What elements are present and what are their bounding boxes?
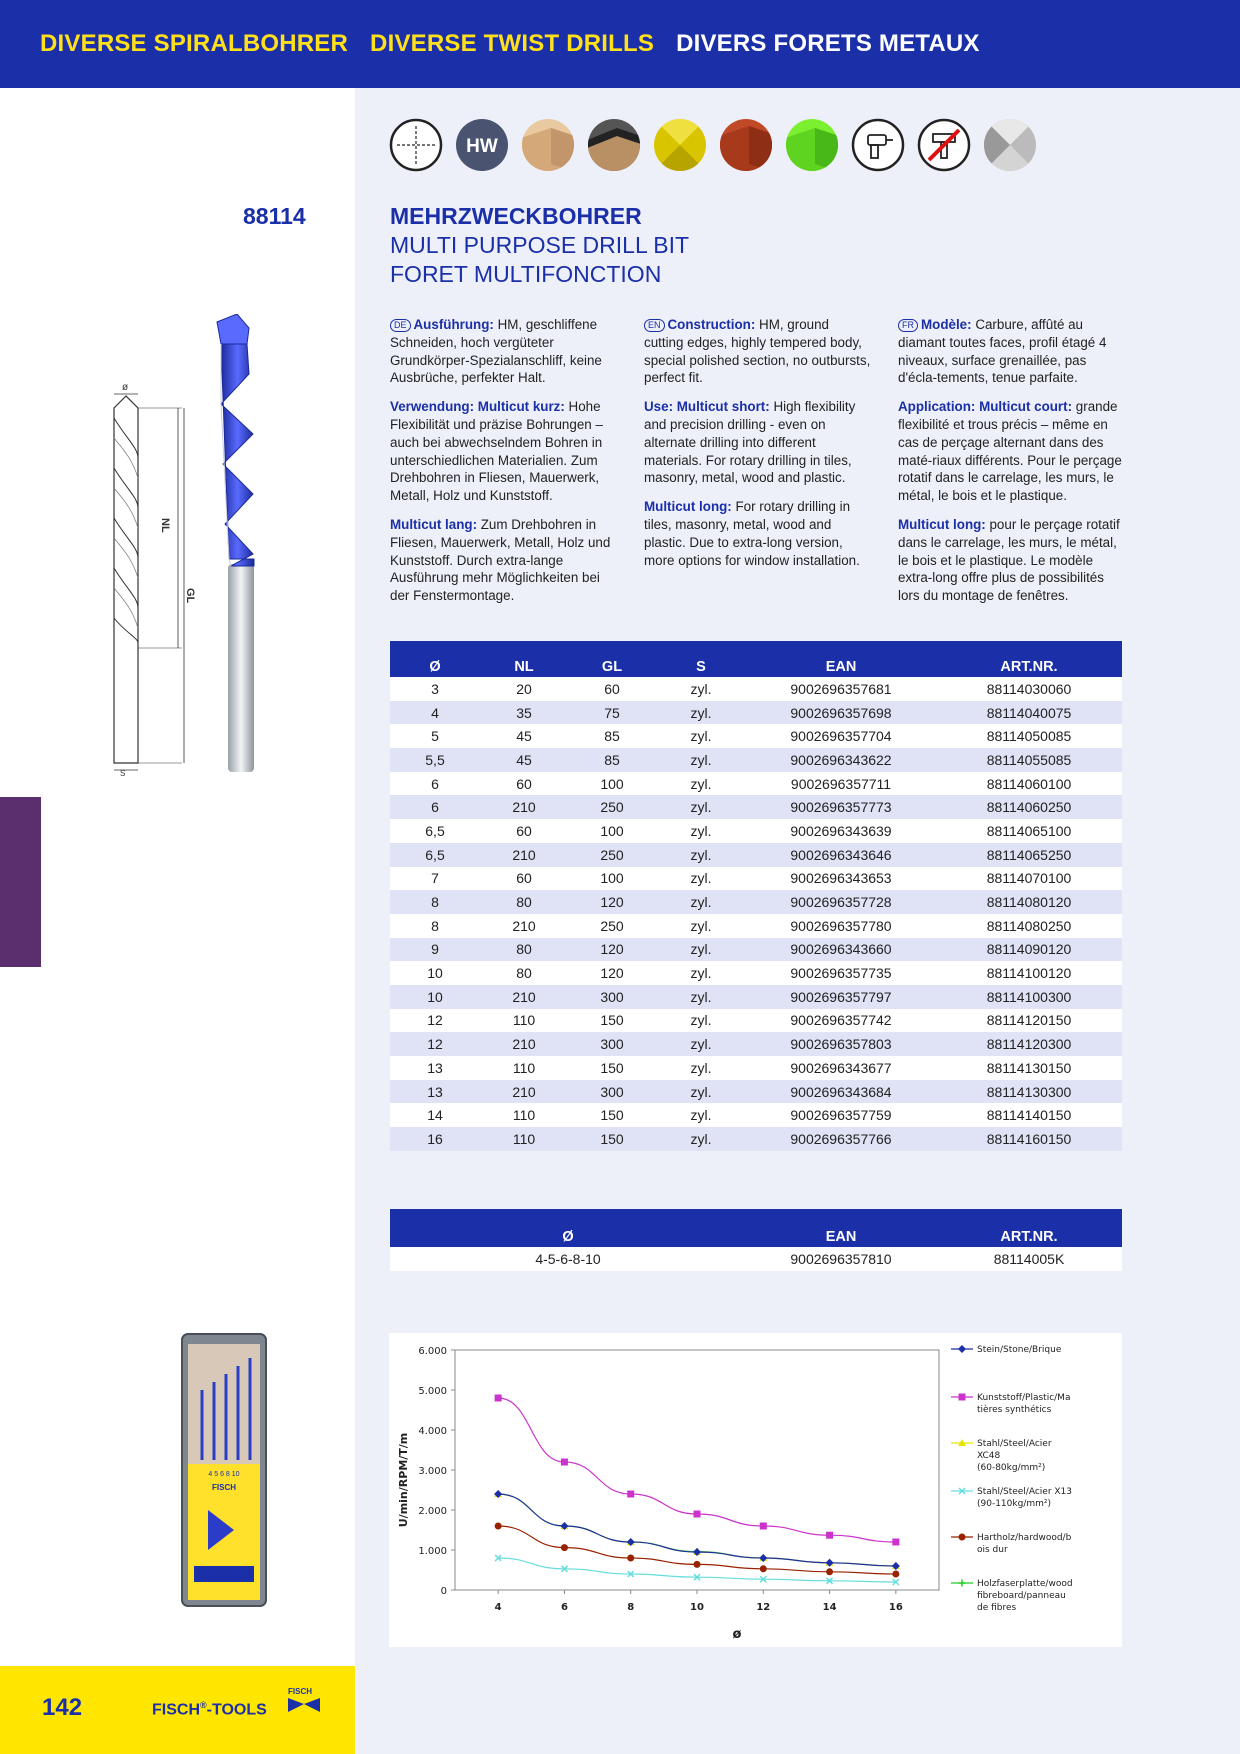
lang-badge-fr: FR [898, 319, 918, 332]
table-row [390, 843, 1122, 867]
cell-artnr: 88114065250 [936, 843, 1122, 867]
desc-en-p3-label: Multicut long: [644, 499, 732, 515]
cell-diameter: 5,5 [390, 748, 480, 772]
y-tick-label: 4.000 [418, 1426, 447, 1437]
desc-de-p3-text: Zum Drehbohren in Fliesen, Mauerwerk, Metall, Holz und Kunststoff. Durch extra-lange Ausführung mehr Möglichkeiten bei der Fenstermontage. [390, 516, 611, 604]
cell-s: zyl. [656, 701, 746, 725]
cell-s: zyl. [656, 938, 746, 962]
col-header-ean: EAN [746, 641, 936, 677]
cell-diameter: 6 [390, 795, 480, 819]
drawing-dia-label: ø [122, 382, 129, 393]
cell-diameter: 10 [390, 985, 480, 1009]
brand-name-suffix: -TOOLS [206, 1701, 267, 1719]
series-line [498, 1398, 896, 1542]
drawing-s-label: S [120, 769, 126, 778]
cell-artnr: 88114130300 [936, 1080, 1122, 1104]
set-sizes-text: 4 5 6 8 10 [208, 1471, 240, 1478]
cell-artnr: 88114130150 [936, 1056, 1122, 1080]
x-tick-label: 14 [822, 1602, 837, 1613]
cell-artnr: 88114160150 [936, 1127, 1122, 1151]
table-row [390, 819, 1122, 843]
cell-nl: 45 [480, 724, 568, 748]
table-row [390, 724, 1122, 748]
cell-gl: 120 [568, 961, 656, 985]
table-row [390, 985, 1122, 1009]
data-point [892, 1539, 899, 1546]
data-point [561, 1459, 568, 1466]
desc-fr-p3-label: Multicut long: [898, 516, 986, 532]
drill-set-image [178, 1330, 270, 1610]
spec-table-header [390, 641, 1122, 677]
legend-marker [959, 1534, 966, 1541]
table-row [390, 795, 1122, 819]
header-title-en: DIVERSE TWIST DRILLS [370, 30, 655, 57]
cell-diameter: 4 [390, 701, 480, 725]
set-table-row [390, 1247, 1122, 1271]
set-table-header [390, 1209, 1122, 1247]
section-tab [0, 797, 41, 967]
lang-badge-de: DE [390, 319, 411, 332]
table-row [390, 772, 1122, 796]
cell-gl: 85 [568, 748, 656, 772]
cell-nl: 60 [480, 772, 568, 796]
page-number: 142 [42, 1694, 83, 1721]
cell-s: zyl. [656, 1127, 746, 1151]
cell-gl: 150 [568, 1009, 656, 1033]
legend-marker [959, 1394, 966, 1401]
cell-gl: 120 [568, 938, 656, 962]
cell-nl: 210 [480, 795, 568, 819]
cell-ean: 9002696343684 [746, 1080, 936, 1104]
drill-bit-image [203, 314, 271, 774]
product-title-en: MULTI PURPOSE DRILL BIT [390, 232, 690, 258]
cell-diameter: 3 [390, 677, 480, 701]
legend-label: de fibres [977, 1603, 1017, 1613]
plastic-icon [785, 118, 839, 172]
cell-artnr: 88114055085 [936, 748, 1122, 772]
cell-diameter: 8 [390, 914, 480, 938]
cell-s: zyl. [656, 1009, 746, 1033]
cell-nl: 210 [480, 985, 568, 1009]
cell-s: zyl. [656, 795, 746, 819]
col-header-nl: NL [480, 641, 568, 677]
table-row [390, 677, 1122, 701]
x-tick-label: 6 [560, 1602, 568, 1613]
cell-gl: 250 [568, 843, 656, 867]
table-row [390, 1056, 1122, 1080]
cell-gl: 100 [568, 772, 656, 796]
technical-drawing [92, 378, 202, 778]
cell-ean: 9002696357735 [746, 961, 936, 985]
cell-s: zyl. [656, 819, 746, 843]
legend-label: Stein/Stone/Brique [977, 1345, 1062, 1355]
table-row [390, 961, 1122, 985]
cell-ean: 9002696343660 [746, 938, 936, 962]
cell-gl: 100 [568, 867, 656, 891]
brand-logo-icon [284, 1682, 324, 1716]
product-number: 88114 [243, 203, 306, 229]
y-tick-label: 5.000 [418, 1386, 447, 1397]
cell-gl: 250 [568, 914, 656, 938]
hw-icon [455, 118, 509, 172]
table-row [390, 1032, 1122, 1056]
table-row [390, 890, 1122, 914]
product-title-de: MEHRZWECKBOHRER [390, 203, 642, 229]
x-tick-label: 16 [888, 1602, 903, 1613]
cell-diameter: 6 [390, 772, 480, 796]
cell-artnr: 88114050085 [936, 724, 1122, 748]
table-row [390, 938, 1122, 962]
set-brand-text: FISCH [212, 1483, 236, 1492]
cell-diameter: 16 [390, 1127, 480, 1151]
col-header-s: S [656, 641, 746, 677]
set-cell-diameter: 4-5-6-8-10 [390, 1247, 746, 1271]
brand-registered: ® [200, 1700, 207, 1710]
x-tick-label: 12 [756, 1602, 771, 1613]
cell-ean: 9002696343639 [746, 819, 936, 843]
cell-gl: 100 [568, 819, 656, 843]
cell-s: zyl. [656, 1103, 746, 1127]
brand-name [152, 1700, 267, 1719]
cell-diameter: 12 [390, 1032, 480, 1056]
table-row [390, 1009, 1122, 1033]
drawing-nl-label: NL [159, 518, 171, 533]
cell-s: zyl. [656, 867, 746, 891]
set-cell-ean: 9002696357810 [746, 1247, 936, 1271]
data-point [694, 1561, 701, 1568]
set-col-header-artnr: ART.NR. [936, 1209, 1122, 1247]
rpm-chart [389, 1333, 1122, 1647]
cell-s: zyl. [656, 961, 746, 985]
page-header [0, 0, 1240, 88]
y-tick-label: 6.000 [418, 1346, 447, 1357]
desc-en-p1-label: Construction: [667, 317, 756, 332]
cell-s: zyl. [656, 1080, 746, 1104]
cell-diameter: 14 [390, 1103, 480, 1127]
cell-gl: 300 [568, 985, 656, 1009]
cell-artnr: 88114060250 [936, 795, 1122, 819]
desc-fr-p1-text: Carbure, affûté au diamant toutes faces, profil étagé 4 niveaux, surface grenaillée, pas d'écla-tements, tenue parfaite. [898, 317, 1107, 386]
cell-s: zyl. [656, 772, 746, 796]
x-tick-label: 10 [690, 1602, 704, 1613]
data-point [694, 1511, 701, 1518]
cell-nl: 45 [480, 748, 568, 772]
lang-badge-en: EN [644, 319, 665, 332]
cell-ean: 9002696343646 [746, 843, 936, 867]
y-tick-label: 2.000 [418, 1506, 447, 1517]
crosshair-icon [389, 118, 443, 172]
cell-ean: 9002696357681 [746, 677, 936, 701]
desc-de-p2-text: Hohe Flexibilität und präzise Bohrungen – auch bei abwechselndem Bohren in unterschiedlichen Materialien. Zum Drehbohren in Fliesen, Mauerwerk, Metall, Holz und Kunststoff. [390, 399, 603, 504]
cell-s: zyl. [656, 724, 746, 748]
legend-label: Kunststoff/Plastic/Ma [977, 1393, 1071, 1403]
cell-ean: 9002696357780 [746, 914, 936, 938]
cell-s: zyl. [656, 914, 746, 938]
cell-ean: 9002696357728 [746, 890, 936, 914]
cell-artnr: 88114140150 [936, 1103, 1122, 1127]
cell-nl: 80 [480, 890, 568, 914]
cell-gl: 150 [568, 1103, 656, 1127]
desc-en-p1-text: HM, ground cutting edges, highly tempered body, special polished section, no outbursts, perfect fit. [644, 317, 871, 386]
brass-icon [653, 118, 707, 172]
cell-nl: 210 [480, 914, 568, 938]
brand-name-main: FISCH [152, 1701, 200, 1719]
cell-nl: 80 [480, 961, 568, 985]
desc-fr-p2-text: grande flexibilité et trous précis – même en cas de perçage alternant dans des maté-riaux différents. Pour le perçage rotatif dans le carrelage, les murs, le métal, le bois et le plastique. [898, 399, 1122, 504]
desc-de-p1-label: Ausführung: [413, 317, 494, 332]
brand-logo-text: FISCH [288, 1687, 312, 1696]
cell-s: zyl. [656, 890, 746, 914]
cell-s: zyl. [656, 985, 746, 1009]
rpm-chart-svg [389, 1333, 1122, 1647]
material-icons [389, 118, 1037, 172]
data-point [495, 1395, 502, 1402]
no-hammer-icon [917, 118, 971, 172]
wood-icon [521, 118, 575, 172]
cell-gl: 60 [568, 677, 656, 701]
description-en [644, 316, 872, 580]
table-row [390, 748, 1122, 772]
cell-diameter: 13 [390, 1080, 480, 1104]
cell-nl: 35 [480, 701, 568, 725]
legend-label: (60-80kg/mm²) [977, 1463, 1046, 1473]
set-table [390, 1209, 1122, 1271]
y-tick-label: 3.000 [418, 1466, 447, 1477]
cell-s: zyl. [656, 677, 746, 701]
cell-gl: 120 [568, 890, 656, 914]
cell-gl: 150 [568, 1127, 656, 1151]
desc-fr-p2-label: Application: Multicut court: [898, 399, 1073, 415]
data-point [627, 1491, 634, 1498]
desc-de-p1-text: HM, geschliffene Schneiden, hoch vergüteter Grundkörper-Spezialanschliff, keine Ausbrüche, perfekter Halt. [390, 317, 602, 386]
data-point [495, 1523, 502, 1530]
cell-diameter: 12 [390, 1009, 480, 1033]
x-axis-label: ø [732, 1627, 742, 1642]
cell-s: zyl. [656, 1032, 746, 1056]
cell-diameter: 7 [390, 867, 480, 891]
legend-label: Hartholz/hardwood/b [977, 1533, 1072, 1543]
cell-nl: 210 [480, 1032, 568, 1056]
x-tick-label: 8 [627, 1602, 635, 1613]
cell-artnr: 88114120300 [936, 1032, 1122, 1056]
cell-gl: 150 [568, 1056, 656, 1080]
cell-nl: 110 [480, 1127, 568, 1151]
data-point [561, 1544, 568, 1551]
set-col-header-diameter: Ø [390, 1209, 746, 1247]
cell-artnr: 88114060100 [936, 772, 1122, 796]
cell-nl: 210 [480, 843, 568, 867]
cell-ean: 9002696343677 [746, 1056, 936, 1080]
x-tick-label: 4 [494, 1602, 502, 1613]
cell-ean: 9002696343622 [746, 748, 936, 772]
cell-diameter: 9 [390, 938, 480, 962]
cell-diameter: 6,5 [390, 843, 480, 867]
cell-ean: 9002696343653 [746, 867, 936, 891]
col-header-artnr: ART.NR. [936, 641, 1122, 677]
description-de [390, 316, 618, 616]
steel-icon [983, 118, 1037, 172]
cell-artnr: 88114040075 [936, 701, 1122, 725]
table-row [390, 1080, 1122, 1104]
cell-artnr: 88114080250 [936, 914, 1122, 938]
legend-marker [958, 1345, 966, 1353]
desc-fr-p3-text: pour le perçage rotatif dans le carrelage, les murs, le métal, le bois et le plastique. Le modèle extra-long offre plus de possibilités lors du montage de fenêtres. [898, 516, 1120, 604]
table-row [390, 867, 1122, 891]
product-title-fr: FORET MULTIFONCTION [390, 261, 662, 287]
cell-diameter: 5 [390, 724, 480, 748]
legend-label: (90-110kg/mm²) [977, 1499, 1051, 1509]
cell-nl: 110 [480, 1009, 568, 1033]
cell-artnr: 88114090120 [936, 938, 1122, 962]
cell-diameter: 6,5 [390, 819, 480, 843]
table-row [390, 701, 1122, 725]
col-header-gl: GL [568, 641, 656, 677]
table-row [390, 1127, 1122, 1151]
cell-nl: 210 [480, 1080, 568, 1104]
desc-de-p3-label: Multicut lang: [390, 516, 478, 532]
y-axis-label: U/min/RPM/T/m [397, 1432, 410, 1528]
cell-s: zyl. [656, 1056, 746, 1080]
desc-en-p2-label: Use: Multicut short: [644, 399, 770, 415]
data-point [892, 1571, 899, 1578]
brick-icon [719, 118, 773, 172]
col-header-diameter: Ø [390, 641, 480, 677]
cell-nl: 60 [480, 867, 568, 891]
table-row [390, 1103, 1122, 1127]
legend-label: Holzfaserplatte/wood [977, 1579, 1073, 1589]
cell-diameter: 13 [390, 1056, 480, 1080]
drill-machine-icon [851, 118, 905, 172]
cell-ean: 9002696357759 [746, 1103, 936, 1127]
legend-label: Stahl/Steel/Acier [977, 1439, 1052, 1449]
cell-artnr: 88114080120 [936, 890, 1122, 914]
cell-ean: 9002696357698 [746, 701, 936, 725]
set-cell-artnr: 88114005K [936, 1247, 1122, 1271]
data-point [760, 1523, 767, 1530]
cell-gl: 75 [568, 701, 656, 725]
legend-label: fibreboard/panneau [977, 1591, 1066, 1601]
table-row [390, 914, 1122, 938]
cell-gl: 250 [568, 795, 656, 819]
hw-icon-text: HW [466, 136, 498, 157]
cell-gl: 300 [568, 1032, 656, 1056]
legend-label: tières synthétics [977, 1405, 1052, 1415]
desc-en-p3-text: For rotary drilling in tiles, masonry, metal, wood and plastic. Due to extra-long version, more options for window installation. [644, 499, 860, 568]
cell-ean: 9002696357711 [746, 772, 936, 796]
legend-label: XC48 [977, 1451, 1001, 1461]
data-point [826, 1568, 833, 1575]
legend-label: ois dur [977, 1545, 1008, 1555]
data-point [826, 1532, 833, 1539]
coated-board-icon [587, 118, 641, 172]
cell-s: zyl. [656, 748, 746, 772]
data-point [760, 1565, 767, 1572]
cell-nl: 20 [480, 677, 568, 701]
cell-diameter: 10 [390, 961, 480, 985]
set-col-header-ean: EAN [746, 1209, 936, 1247]
y-tick-label: 0 [440, 1586, 447, 1597]
cell-artnr: 88114100120 [936, 961, 1122, 985]
header-title-fr: DIVERS FORETS METAUX [676, 30, 980, 57]
cell-nl: 80 [480, 938, 568, 962]
description-fr [898, 316, 1126, 616]
cell-ean: 9002696357773 [746, 795, 936, 819]
cell-s: zyl. [656, 843, 746, 867]
cell-nl: 110 [480, 1103, 568, 1127]
cell-diameter: 8 [390, 890, 480, 914]
cell-artnr: 88114065100 [936, 819, 1122, 843]
y-tick-label: 1.000 [418, 1546, 447, 1557]
cell-nl: 110 [480, 1056, 568, 1080]
cell-artnr: 88114120150 [936, 1009, 1122, 1033]
desc-fr-p1-label: Modèle: [921, 317, 972, 332]
cell-ean: 9002696357803 [746, 1032, 936, 1056]
drawing-gl-label: GL [184, 588, 196, 604]
legend-label: Stahl/Steel/Acier X13 [977, 1487, 1073, 1497]
cell-gl: 300 [568, 1080, 656, 1104]
cell-gl: 85 [568, 724, 656, 748]
cell-artnr: 88114030060 [936, 677, 1122, 701]
cell-artnr: 88114070100 [936, 867, 1122, 891]
cell-nl: 60 [480, 819, 568, 843]
header-title-de: DIVERSE SPIRALBOHRER [40, 30, 349, 57]
data-point [627, 1555, 634, 1562]
desc-de-p2-label: Verwendung: Multicut kurz: [390, 399, 565, 415]
spec-table [390, 641, 1122, 1151]
cell-ean: 9002696357766 [746, 1127, 936, 1151]
cell-artnr: 88114100300 [936, 985, 1122, 1009]
cell-ean: 9002696357797 [746, 985, 936, 1009]
cell-ean: 9002696357742 [746, 1009, 936, 1033]
cell-ean: 9002696357704 [746, 724, 936, 748]
desc-en-p2-text: High flexibility and precision drilling - even on alternate drilling into different materials. For rotary drilling in tiles, masonry, metal, wood and plastic. [644, 399, 856, 486]
